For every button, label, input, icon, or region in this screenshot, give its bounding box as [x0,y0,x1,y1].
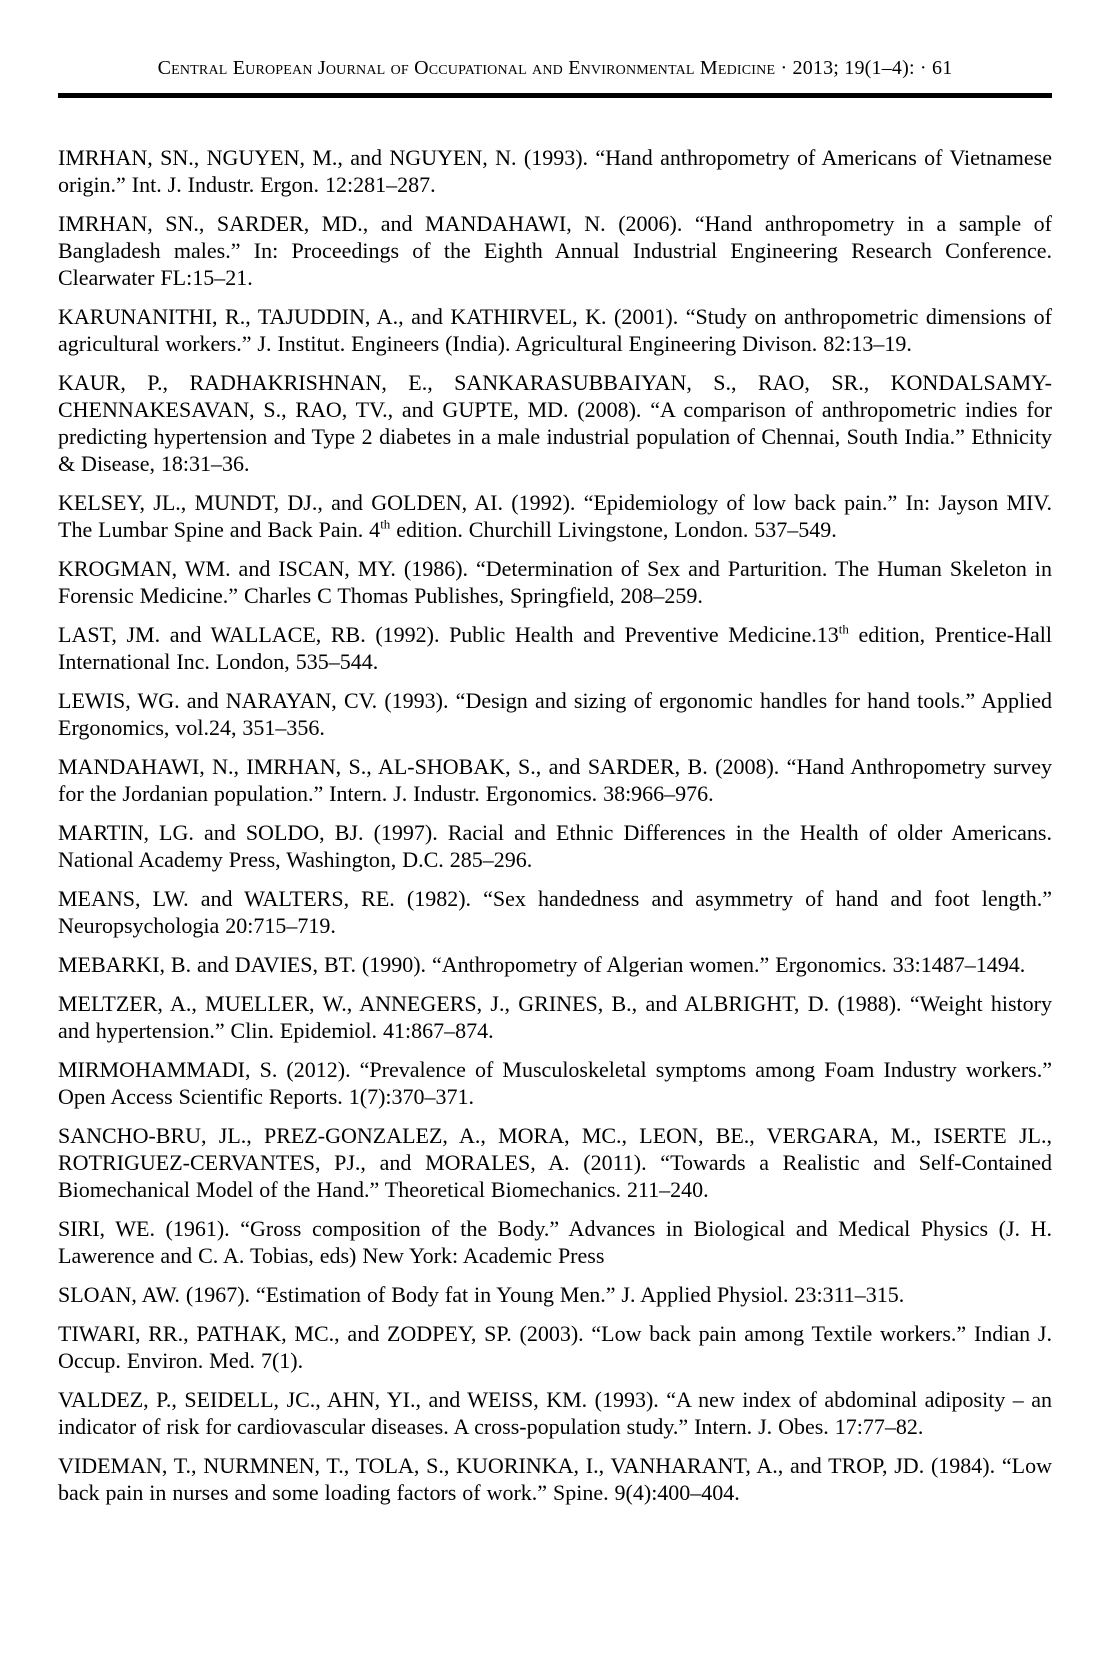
journal-header-line [58,56,1052,80]
reference-entry: SIRI, WE. (1961). “Gross composition of the Body.” Advances in Biological and Medical Physics (J. H. Lawerence and C. A. Tobias, eds) New York: Academic Press [58,1216,1052,1268]
reference-entry: MEBARKI, B. and DAVIES, BT. (1990). “Anthropometry of Algerian women.” Ergonomics. 33:1487–1494. [58,952,1026,977]
reference-entry: SANCHO-BRU, JL., PREZ-GONZALEZ, A., MORA, MC., LEON, BE., VERGARA, M., ISERTE JL., ROTRIGUEZ-CERVANTES, PJ., and MORALES, A. (2011). “Towards a Realistic and Self-Contained Biomechanical Model of the Hand.” Theoretical Biomechanics. 211–240. [58,1123,1052,1202]
reference-entry: KAUR, P., RADHAKRISHNAN, E., SANKARASUBBAIYAN, S., RAO, SR., KONDALSAMY-CHENNAKESAVAN, S., RAO, TV., and GUPTE, MD. (2008). “A comparison of anthropometric indies for predicting hypertension and Type 2 diabetes in a male industrial population of Chennai, South India.” Ethnicity & Disease, 18:31–36. [58,370,1052,476]
reference-text: edition, Prentice-Hall International Inc. London, 535–544. [58,622,1052,674]
reference-entry: MANDAHAWI, N., IMRHAN, S., AL-SHOBAK, S., and SARDER, B. (2008). “Hand Anthropometry survey for the Jordanian population.” Intern. J. Industr. Ergonomics. 38:966–976. [58,754,1052,806]
reference-text: LAST, JM. and WALLACE, RB. (1992). Public Health and Preventive Medicine.13 [58,622,839,647]
reference-entry: VIDEMAN, T., NURMNEN, T., TOLA, S., KUORINKA, I., VANHARANT, A., and TROP, JD. (1984). “Low back pain in nurses and some loading factors of work.” Spine. 9(4):400–404. [58,1453,1052,1505]
header-rule [58,93,1052,98]
reference-entry: MEANS, LW. and WALTERS, RE. (1982). “Sex handedness and asymmetry of hand and foot length.” Neuropsychologia 20:715–719. [58,886,1052,938]
reference-entry: MIRMOHAMMADI, S. (2012). “Prevalence of Musculoskeletal symptoms among Foam Industry workers.” Open Access Scientific Reports. 1(7):370–371. [58,1057,1052,1109]
reference-entry [58,489,1052,543]
reference-text: KELSEY, JL., MUNDT, DJ., and GOLDEN, AI. (1992). “Epidemiology of low back pain.” In: Jayson MIV. The Lumbar Spine and Back Pain. 4 [58,490,1052,542]
reference-entry: VALDEZ, P., SEIDELL, JC., AHN, YI., and WEISS, KM. (1993). “A new index of abdominal adiposity – an indicator of risk for cardiovascular diseases. A cross-population study.” Intern. J. Obes. 17:77–82. [58,1387,1052,1439]
reference-entry: LEWIS, WG. and NARAYAN, CV. (1993). “Design and sizing of ergonomic handles for hand tools.” Applied Ergonomics, vol.24, 351–356. [58,688,1052,740]
reference-entry: KARUNANITHI, R., TAJUDDIN, A., and KATHIRVEL, K. (2001). “Study on anthropometric dimensions of agricultural workers.” J. Institut. Engineers (India). Agricultural Engineering Divison. 82:13–19. [58,304,1052,356]
reference-entry: IMRHAN, SN., SARDER, MD., and MANDAHAWI, N. (2006). “Hand anthropometry in a sample of Bangladesh males.” In: Proceedings of the Eighth Annual Industrial Engineering Research Conference. Clearwater FL:15–21. [58,211,1052,290]
reference-entry: IMRHAN, SN., NGUYEN, M., and NGUYEN, N. (1993). “Hand anthropometry of Americans of Vietnamese origin.” Int. J. Industr. Ergon. 12:281–287. [58,145,1052,197]
journal-title: Central European Journal of Occupational and Environmental Medicine [157,57,776,79]
reference-entry: SLOAN, AW. (1967). “Estimation of Body fat in Young Men.” J. Applied Physiol. 23:311–315. [58,1282,905,1307]
issue-page-info: · 2013; 19(1–4): · 61 [780,57,953,79]
reference-text: edition. Churchill Livingstone, London. 537–549. [390,517,837,542]
superscript-ordinal: th [380,516,391,532]
reference-entry: TIWARI, RR., PATHAK, MC., and ZODPEY, SP. (2003). “Low back pain among Textile workers.” Indian J. Occup. Environ. Med. 7(1). [58,1321,1052,1373]
reference-entry: MELTZER, A., MUELLER, W., ANNEGERS, J., GRINES, B., and ALBRIGHT, D. (1988). “Weight history and hypertension.” Clin. Epidemiol. 41:867–874. [58,991,1052,1043]
reference-entry [58,621,1052,675]
superscript-ordinal: th [838,621,849,637]
references-list [58,144,1052,1506]
page-header [58,0,1052,98]
reference-entry: KROGMAN, WM. and ISCAN, MY. (1986). “Determination of Sex and Parturition. The Human Skeleton in Forensic Medicine.” Charles C Thomas Publishes, Springfield, 208–259. [58,556,1052,608]
reference-entry: MARTIN, LG. and SOLDO, BJ. (1997). Racial and Ethnic Differences in the Health of older Americans. National Academy Press, Washington, D.C. 285–296. [58,820,1052,872]
